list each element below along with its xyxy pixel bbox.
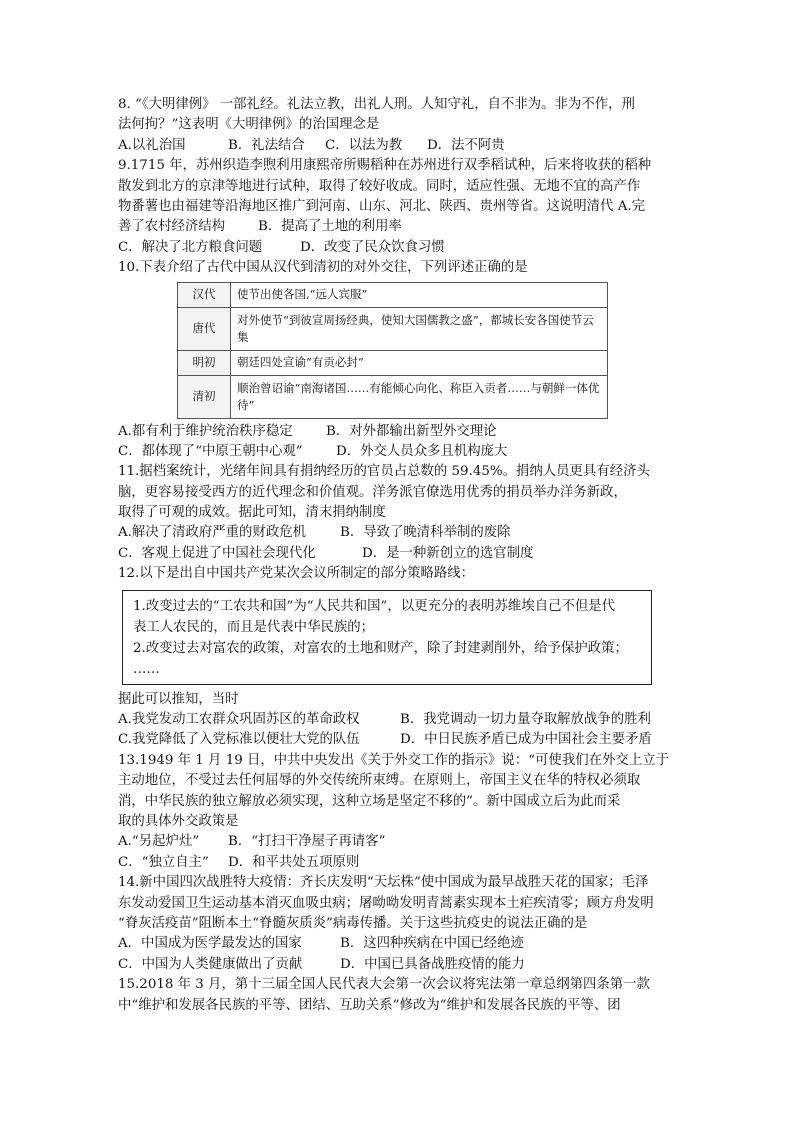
option-c[interactable]: C．都体现了“中原王朝中心观” [118, 443, 303, 459]
question-9 [118, 156, 678, 258]
question-14-stem-line: 东发动爱国卫生运动基本消灭血吸虫病；屠呦呦发明青蒿素实现本土疟疾清零；顾方舟发明 [118, 895, 654, 911]
option-d[interactable]: D．外交人员众多且机构庞大 [336, 443, 508, 459]
question-10-options-row [118, 442, 678, 462]
option-a[interactable]: A.我党发动工农群众巩固苏区的革命政权 [118, 712, 360, 728]
question-13-stem-line: 主动地位，不受过去任何屈辱的外交传统所束缚。在原则上，帝国主义在华的特权必须取 [118, 773, 641, 789]
question-11-stem-line: 脑，更容易接受西方的近代理念和价值观。洋务派官僚选用优秀的捐员举办洋务新政， [118, 484, 627, 500]
question-12 [118, 564, 678, 751]
table-row [178, 375, 608, 418]
question-11-stem-line: 11.据档案统计，光绪年间具有捐纳经历的官员占总数的 59.45%。捐纳人员更具有经济头 [118, 464, 650, 480]
option-a[interactable]: A.都有利于维护统治秩序稳定 [118, 423, 293, 439]
option-d[interactable]: D．中国已具备战胜疫情的能力 [340, 956, 525, 972]
question-11-options-row [118, 544, 678, 564]
option-d[interactable]: D．是一种新创立的选官制度 [362, 545, 534, 561]
option-c[interactable]: C．“独立自主” [118, 854, 209, 870]
question-12-options-row [118, 710, 678, 730]
option-c[interactable]: C．中国为人类健康做出了贡献 [118, 956, 303, 972]
question-11-stem-line: 取得了可观的成效。据此可知，清末捐纳制度 [118, 505, 386, 521]
question-11 [118, 462, 678, 564]
option-b[interactable]: B．我党调动一切力量夺取解放战争的胜利 [400, 712, 651, 728]
question-15-stem-line: 15.2018 年 3 月，第十三届全国人民代表大会第一次会议将宪法第一章总纲第四条第一款 [118, 977, 650, 993]
option-b[interactable]: B．礼法结合 [228, 137, 305, 153]
option-c[interactable]: C.我党降低了入党标准以便壮大党的队伍 [118, 732, 360, 748]
table-row [178, 350, 608, 375]
era-cell: 清初 [178, 375, 231, 418]
option-a[interactable]: A．中国成为医学最发达的国家 [118, 936, 302, 952]
question-15-stem-line: 中“维护和发展各民族的平等、团结、互助关系”修改为“维护和发展各民族的平等、团 [118, 997, 621, 1013]
content-cell: 使节出使各国,“远人宾服” [231, 282, 608, 307]
option-b[interactable]: B．导致了晚清科举制的废除 [340, 525, 511, 541]
option-c[interactable]: C．解决了北方粮食问题 [118, 239, 263, 255]
option-d[interactable]: D．和平共处五项原则 [228, 854, 360, 870]
strategy-quote-box [122, 590, 652, 685]
question-9-options-row [118, 217, 678, 237]
option-a[interactable]: A.解决了清政府严重的财政危机 [118, 525, 307, 541]
question-13-stem-line: 消，中华民族的独立解放必须实现，这种立场是坚定不移的”。新中国成立后为此而采 [118, 793, 621, 809]
quote-line: 2.改变过去对富农的政策，对富农的土地和财产，除了封建剥削外，给予保护政策； [133, 640, 628, 656]
option-c[interactable]: C．客观上促进了中国社会现代化 [118, 545, 316, 561]
table-row [178, 307, 608, 350]
question-8-stem-line: 法何拘？”这表明《大明律例》的治国理念是 [118, 117, 380, 133]
exam-page [118, 95, 678, 1016]
question-8 [118, 95, 678, 156]
option-d[interactable]: D．法不阿贵 [427, 137, 505, 153]
content-cell: 朝廷四处宣谕“有贡必封” [231, 350, 608, 375]
era-cell: 唐代 [178, 307, 231, 350]
quote-line: 表工人农民的，而且是代表中华民族的； [133, 619, 375, 635]
option-b[interactable]: B．对外都输出新型外交理论 [326, 423, 497, 439]
quote-line: 1.改变过去的“工农共和国”为“人民共和国”，以更充分的表明苏维埃自己不但是代 [133, 598, 616, 614]
question-13-options-row [118, 853, 678, 873]
option-b[interactable]: B．这四种疾病在中国已经绝迹 [340, 936, 524, 952]
option-a[interactable]: A.“另起炉灶” [118, 834, 200, 850]
option-c[interactable]: C．以法为教 [325, 137, 403, 153]
question-8-stem-line: 8. “《大明律例》 一部礼经。礼法立教，出礼人刑。人知守礼，自不非为。非为不作，刑 [118, 97, 635, 112]
era-cell: 明初 [178, 350, 231, 375]
question-9-stem-line: 9.1715 年，苏州织造李煦利用康熙帝所赐稻种在苏州进行双季稻试种，后来将收获的稻种 [118, 158, 652, 174]
question-9-stem-line: 物番薯也由福建等沿海地区推广到河南、山东、河北、陕西、贵州等省。这说明清代 A.完 [118, 198, 646, 214]
question-13-options-row [118, 832, 678, 852]
question-9-options-row [118, 238, 678, 258]
question-14-stem-line: 14.新中国四次战胜特大疫情：齐长庆发明“天坛株”使中国成为最早战胜天花的国家；毛泽 [118, 875, 649, 891]
option-b[interactable]: B．提高了土地的利用率 [258, 219, 402, 235]
question-10-options-row [118, 422, 678, 442]
content-cell: 顺治曾诏谕“南海诸国……有能倾心向化、称臣入贡者……与朝鲜一体优待” [231, 375, 608, 418]
question-14-options-row [118, 934, 678, 954]
question-12-stem: 12.以下是出自中国共产党某次会议所制定的部分策略路线： [118, 566, 475, 582]
question-10-stem: 10.下表介绍了古代中国从汉代到清初的对外交往，下列评述正确的是 [118, 260, 528, 276]
diplomacy-table [177, 282, 608, 419]
era-cell: 汉代 [178, 282, 231, 307]
question-13-stem-line: 13.1949 年 1 月 19 日，中共中央发出《关于外交工作的指示》说：“可使我们在外交上立于 [118, 752, 669, 768]
question-15 [118, 975, 678, 1016]
question-8-options [118, 136, 678, 156]
option-d[interactable]: D．中日民族矛盾已成为中国社会主要矛盾 [400, 732, 652, 748]
quote-line: …… [133, 661, 160, 677]
question-12-options-row [118, 730, 678, 750]
question-12-after: 据此可以推知，当时 [118, 691, 239, 707]
question-10 [118, 258, 678, 462]
question-14-stem-line: “脊灰活疫苗”阻断本土“脊髓灰质炎”病毒传播。关于这些抗疫史的说法正确的是 [118, 915, 588, 931]
question-14 [118, 873, 678, 975]
question-13-stem-line: 取的具体外交政策是 [118, 813, 239, 829]
table-row [178, 282, 608, 307]
option-b[interactable]: B．“打扫干净屋子再请客” [228, 834, 386, 850]
question-11-options-row [118, 523, 678, 543]
option-d[interactable]: D．改变了民众饮食习惯 [300, 239, 445, 255]
question-13 [118, 751, 678, 873]
content-cell: 对外使节“到彼宣周扬经典，使知大国儒教之盛”，都城长安各国使节云集 [231, 307, 608, 350]
option-a[interactable]: A.以礼治国 [118, 137, 186, 153]
question-14-options-row [118, 955, 678, 975]
option-a[interactable]: 善了农村经济结构 [118, 219, 226, 235]
question-9-stem-line: 散发到北方的京津等地进行试种，取得了较好收成。同时，适应性强、无地不宜的高产作 [118, 178, 641, 194]
